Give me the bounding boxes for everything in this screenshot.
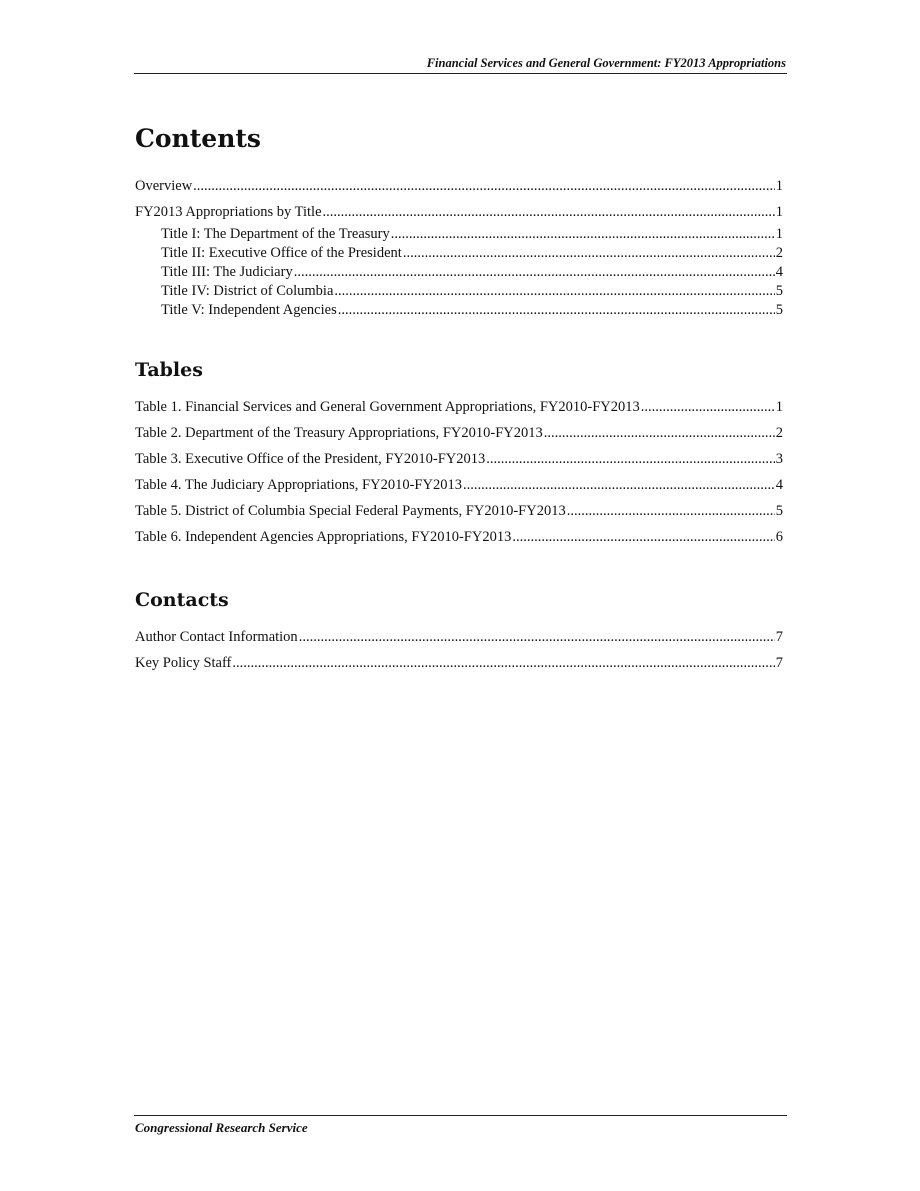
dot-leader — [391, 225, 775, 243]
toc-entry-page: 4 — [775, 477, 783, 493]
toc-entry-label: Table 2. Department of the Treasury Appropriations, FY2010-FY2013 — [135, 425, 543, 441]
toc-entry-table-5[interactable] — [135, 502, 783, 520]
dot-leader — [334, 282, 774, 300]
dot-leader — [232, 654, 774, 672]
toc-entry-page: 4 — [775, 264, 783, 280]
toc-entry-label: Title III: The Judiciary — [161, 264, 293, 280]
dot-leader — [463, 476, 775, 494]
dot-leader — [323, 203, 775, 221]
contacts-heading: Contacts — [135, 589, 229, 611]
toc-entry-title-iv[interactable] — [161, 282, 783, 300]
toc-entry-label: Overview — [135, 178, 193, 194]
toc-entry-page: 3 — [775, 451, 783, 467]
toc-entry-title-iii[interactable] — [161, 263, 783, 281]
dot-leader — [193, 177, 775, 195]
toc-entry-appropriations-by-title[interactable] — [135, 203, 783, 221]
toc-entry-author-contact[interactable] — [135, 628, 783, 646]
toc-entry-table-4[interactable] — [135, 476, 783, 494]
toc-entry-table-1[interactable] — [135, 398, 783, 416]
toc-entry-label: Table 1. Financial Services and General Government Appropriations, FY2010-FY2013 — [135, 399, 640, 415]
toc-entry-page: 2 — [775, 245, 783, 261]
toc-entry-page: 5 — [775, 302, 783, 318]
toc-entry-page: 5 — [775, 283, 783, 299]
toc-entry-label: Table 4. The Judiciary Appropriations, FY2010-FY2013 — [135, 477, 462, 493]
toc-entry-table-3[interactable] — [135, 450, 783, 468]
toc-entry-title-i[interactable] — [161, 225, 783, 243]
dot-leader — [294, 263, 775, 281]
dot-leader — [512, 528, 774, 546]
dot-leader — [338, 301, 775, 319]
toc-entry-label: Author Contact Information — [135, 629, 298, 645]
dot-leader — [641, 398, 775, 416]
toc-entry-page: 7 — [775, 655, 783, 671]
dot-leader — [403, 244, 775, 262]
toc-entry-label: Title V: Independent Agencies — [161, 302, 337, 318]
dot-leader — [567, 502, 775, 520]
toc-entry-label: FY2013 Appropriations by Title — [135, 204, 322, 220]
toc-entry-page: 5 — [775, 503, 783, 519]
toc-entry-title-v[interactable] — [161, 301, 783, 319]
toc-entry-overview[interactable] — [135, 177, 783, 195]
footer-divider — [134, 1115, 787, 1116]
dot-leader — [544, 424, 775, 442]
tables-heading: Tables — [135, 359, 203, 381]
toc-entry-label: Title II: Executive Office of the President — [161, 245, 402, 261]
contents-heading: Contents — [135, 124, 262, 153]
dot-leader — [486, 450, 774, 468]
toc-entry-page: 6 — [775, 529, 783, 545]
running-header: Financial Services and General Government: FY2013 Appropriations — [426, 56, 786, 70]
toc-entry-page: 1 — [775, 399, 783, 415]
header-divider — [134, 73, 787, 74]
dot-leader — [299, 628, 775, 646]
toc-entry-label: Table 5. District of Columbia Special Federal Payments, FY2010-FY2013 — [135, 503, 566, 519]
toc-entry-key-policy-staff[interactable] — [135, 654, 783, 672]
toc-entry-page: 7 — [775, 629, 783, 645]
toc-entry-page: 2 — [775, 425, 783, 441]
toc-entry-title-ii[interactable] — [161, 244, 783, 262]
toc-entry-label: Table 6. Independent Agencies Appropriations, FY2010-FY2013 — [135, 529, 512, 545]
toc-entry-label: Table 3. Executive Office of the President, FY2010-FY2013 — [135, 451, 486, 467]
toc-entry-label: Key Policy Staff — [135, 655, 232, 671]
toc-entry-table-6[interactable] — [135, 528, 783, 546]
toc-entry-page: 1 — [775, 204, 783, 220]
running-footer: Congressional Research Service — [135, 1120, 308, 1135]
toc-entry-page: 1 — [775, 226, 783, 242]
toc-entry-label: Title IV: District of Columbia — [161, 283, 334, 299]
toc-entry-table-2[interactable] — [135, 424, 783, 442]
toc-entry-page: 1 — [775, 178, 783, 194]
toc-entry-label: Title I: The Department of the Treasury — [161, 226, 390, 242]
